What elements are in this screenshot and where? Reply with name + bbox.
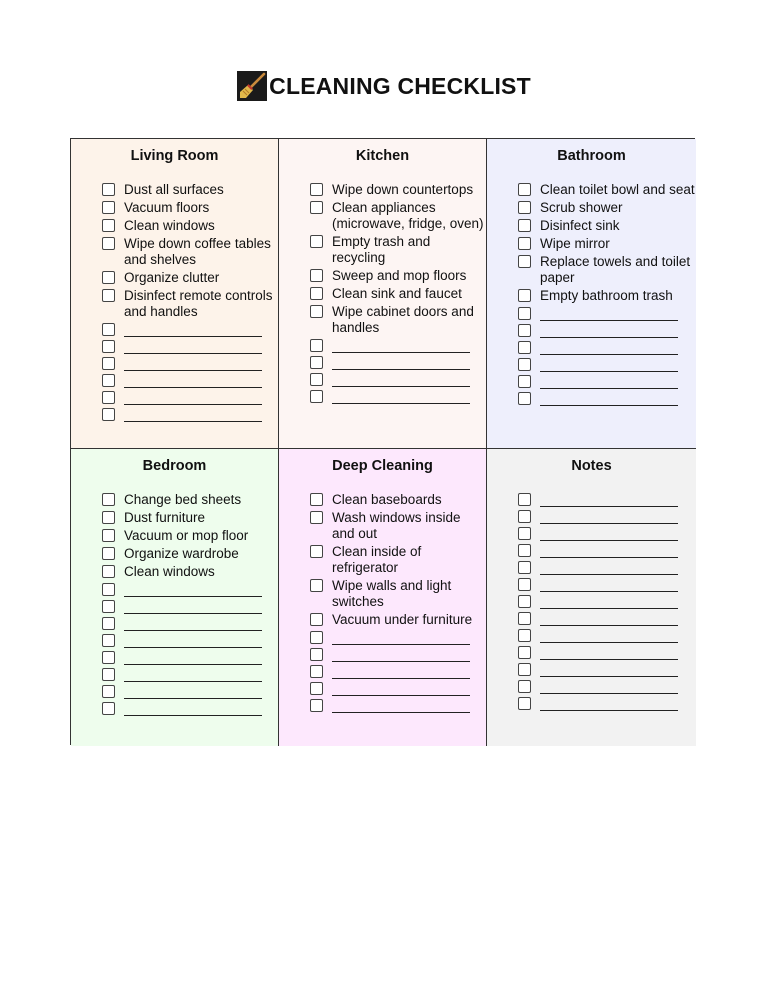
checklist-item-label: Empty bathroom trash (540, 288, 673, 303)
checklist-item (102, 182, 278, 198)
write-in-line[interactable] (124, 582, 262, 597)
checkbox[interactable] (102, 183, 115, 196)
section-bedroom (71, 449, 279, 746)
checklist-item-label: Wash windows inside and out (332, 510, 461, 541)
checkbox[interactable] (310, 356, 323, 369)
checklist-item (310, 268, 486, 284)
checklist (279, 182, 486, 404)
blank-checklist-item (102, 322, 278, 337)
blank-checklist-item (518, 492, 696, 507)
checklist-item (102, 288, 278, 320)
checkbox[interactable] (518, 324, 531, 337)
write-in-line[interactable] (540, 492, 678, 507)
checklist-item (102, 270, 278, 286)
write-in-line[interactable] (540, 391, 678, 406)
checklist-item (102, 528, 278, 544)
checklist-item (102, 546, 278, 562)
checklist-item (518, 254, 696, 286)
section-title: Bedroom (142, 458, 207, 474)
checkbox[interactable] (310, 339, 323, 352)
write-in-line[interactable] (540, 679, 678, 694)
blank-checklist-item (518, 679, 696, 694)
write-in-line[interactable] (124, 390, 262, 405)
checkbox[interactable] (518, 561, 531, 574)
blank-checklist-item (518, 391, 696, 406)
blank-checklist-item (518, 509, 696, 524)
blank-checklist-item (518, 526, 696, 541)
write-in-line[interactable] (124, 633, 262, 648)
checklist-item-label: Vacuum or mop floor (124, 528, 249, 543)
blank-checklist-item (518, 628, 696, 643)
write-in-line[interactable] (124, 684, 262, 699)
write-in-line[interactable] (540, 306, 678, 321)
blank-checklist-item (102, 616, 278, 631)
checklist-item-label: Disinfect sink (540, 218, 620, 233)
section-deep-cleaning (279, 449, 487, 746)
checkbox[interactable] (102, 617, 115, 630)
checkbox[interactable] (518, 527, 531, 540)
checkbox[interactable] (518, 578, 531, 591)
checkbox[interactable] (310, 613, 323, 626)
checklist-item-label: Clean inside of refrigerator (332, 544, 422, 575)
write-in-line[interactable] (540, 374, 678, 389)
write-in-line[interactable] (540, 543, 678, 558)
checklist-item-label: Wipe down coffee tables and shelves (124, 236, 271, 267)
write-in-line[interactable] (124, 599, 262, 614)
checklist-item (310, 304, 486, 336)
checkbox[interactable] (310, 269, 323, 282)
checklist-item-label: Change bed sheets (124, 492, 242, 507)
section-living-room (71, 139, 279, 449)
checkbox[interactable] (310, 511, 323, 524)
write-in-line[interactable] (540, 340, 678, 355)
write-in-line[interactable] (124, 407, 262, 422)
checkbox[interactable] (518, 646, 531, 659)
checkbox[interactable] (310, 201, 323, 214)
blank-checklist-item (310, 664, 486, 679)
section-title: Kitchen (355, 148, 410, 164)
section-title: Living Room (130, 148, 219, 164)
checkbox[interactable] (102, 600, 115, 613)
checklist-item-label: Clean baseboards (332, 492, 442, 507)
checkbox[interactable] (102, 237, 115, 250)
checkbox[interactable] (102, 340, 115, 353)
write-in-line[interactable] (124, 322, 262, 337)
checkbox[interactable] (310, 631, 323, 644)
checklist-item (310, 544, 486, 576)
write-in-line[interactable] (540, 323, 678, 338)
blank-checklist-item (518, 577, 696, 592)
write-in-line[interactable] (124, 701, 262, 716)
checkbox[interactable] (102, 219, 115, 232)
checkbox[interactable] (310, 682, 323, 695)
write-in-line[interactable] (540, 577, 678, 592)
write-in-line[interactable] (332, 664, 470, 679)
blank-checklist-item (102, 390, 278, 405)
checklist-item (518, 182, 696, 198)
checkbox[interactable] (310, 183, 323, 196)
checklist-item-label: Organize clutter (124, 270, 220, 285)
blank-checklist-item (518, 374, 696, 389)
checklist-item-label: Clean sink and faucet (332, 286, 462, 301)
checklist-item-label: Dust all surfaces (124, 182, 224, 197)
section-notes (487, 449, 696, 746)
checkbox[interactable] (102, 651, 115, 664)
checklist-item (102, 564, 278, 580)
checklist (71, 182, 278, 422)
checklist-item-label: Wipe walls and light switches (332, 578, 452, 609)
checklist-item (102, 492, 278, 508)
write-in-line[interactable] (124, 373, 262, 388)
checkbox[interactable] (310, 390, 323, 403)
checkbox[interactable] (102, 493, 115, 506)
blank-checklist-item (102, 339, 278, 354)
blank-checklist-item (518, 662, 696, 677)
checklist-grid (70, 138, 695, 745)
write-in-line[interactable] (540, 526, 678, 541)
checkbox[interactable] (310, 545, 323, 558)
checklist-item (310, 182, 486, 198)
checklist-item-label: Clean windows (124, 564, 215, 579)
blank-checklist-item (102, 582, 278, 597)
checklist-item-label: Organize wardrobe (124, 546, 239, 561)
checklist-item (518, 236, 696, 252)
checkbox[interactable] (310, 648, 323, 661)
write-in-line[interactable] (332, 338, 470, 353)
checklist-item-label: Sweep and mop floors (332, 268, 467, 283)
write-in-line[interactable] (540, 662, 678, 677)
checklist-item-label: Disinfect remote controls and handles (124, 288, 273, 319)
write-in-line[interactable] (332, 355, 470, 370)
checkbox[interactable] (518, 201, 531, 214)
write-in-line[interactable] (124, 339, 262, 354)
checkbox[interactable] (518, 544, 531, 557)
checklist (487, 492, 696, 711)
checklist-item (310, 578, 486, 610)
checkbox[interactable] (102, 583, 115, 596)
write-in-line[interactable] (332, 681, 470, 696)
checklist (71, 492, 278, 716)
checklist-item-label: Clean toilet bowl and seat (540, 182, 695, 197)
checklist-item (310, 510, 486, 542)
write-in-line[interactable] (124, 667, 262, 682)
checkbox[interactable] (102, 374, 115, 387)
checkbox[interactable] (518, 697, 531, 710)
blank-checklist-item (518, 357, 696, 372)
page-header (0, 70, 768, 102)
blank-checklist-item (518, 323, 696, 338)
checkbox[interactable] (310, 699, 323, 712)
checklist-item-label: Clean appliances (microwave, fridge, oven) (332, 200, 484, 231)
checklist-item (518, 218, 696, 234)
checklist-item-label: Dust furniture (124, 510, 206, 525)
checklist-item (102, 200, 278, 216)
checkbox[interactable] (518, 237, 531, 250)
write-in-line[interactable] (332, 630, 470, 645)
write-in-line[interactable] (332, 698, 470, 713)
checkbox[interactable] (310, 287, 323, 300)
blank-checklist-item (102, 684, 278, 699)
checkbox[interactable] (102, 289, 115, 302)
blank-checklist-item (310, 647, 486, 662)
blank-checklist-item (518, 560, 696, 575)
checkbox[interactable] (518, 255, 531, 268)
write-in-line[interactable] (124, 650, 262, 665)
checkbox[interactable] (102, 529, 115, 542)
blank-checklist-item (518, 611, 696, 626)
checkbox[interactable] (102, 408, 115, 421)
checklist-item (102, 218, 278, 234)
checklist-item (310, 200, 486, 232)
checkbox[interactable] (102, 634, 115, 647)
blank-checklist-item (518, 696, 696, 711)
blank-checklist-item (518, 306, 696, 321)
checklist (279, 492, 486, 713)
write-in-line[interactable] (124, 616, 262, 631)
section-title: Bathroom (557, 148, 626, 164)
checkbox[interactable] (518, 663, 531, 676)
checklist-item (102, 510, 278, 526)
checklist-item-label: Wipe mirror (540, 236, 610, 251)
write-in-line[interactable] (540, 628, 678, 643)
checkbox[interactable] (310, 665, 323, 678)
write-in-line[interactable] (332, 647, 470, 662)
blank-checklist-item (518, 594, 696, 609)
checklist-item-label: Clean windows (124, 218, 215, 233)
blank-checklist-item (310, 630, 486, 645)
checkbox[interactable] (102, 201, 115, 214)
blank-checklist-item (518, 645, 696, 660)
blank-checklist-item (310, 338, 486, 353)
blank-checklist-item (102, 650, 278, 665)
checkbox[interactable] (102, 511, 115, 524)
write-in-line[interactable] (540, 611, 678, 626)
checkbox[interactable] (518, 183, 531, 196)
write-in-line[interactable] (540, 560, 678, 575)
checkbox[interactable] (518, 307, 531, 320)
blank-checklist-item (310, 355, 486, 370)
checkbox[interactable] (310, 493, 323, 506)
checkbox[interactable] (102, 685, 115, 698)
checklist-item (310, 286, 486, 302)
checkbox[interactable] (102, 391, 115, 404)
checkbox[interactable] (518, 612, 531, 625)
checklist-item-label: Wipe down countertops (332, 182, 474, 197)
checkbox[interactable] (518, 358, 531, 371)
checkbox[interactable] (310, 305, 323, 318)
blank-checklist-item (310, 698, 486, 713)
checkbox[interactable] (102, 323, 115, 336)
section-bathroom (487, 139, 696, 449)
checkbox[interactable] (102, 668, 115, 681)
blank-checklist-item (518, 543, 696, 558)
write-in-line[interactable] (540, 509, 678, 524)
write-in-line[interactable] (124, 356, 262, 371)
checkbox[interactable] (310, 373, 323, 386)
checkbox[interactable] (102, 702, 115, 715)
checkbox[interactable] (518, 289, 531, 302)
section-title: Deep Cleaning (332, 458, 433, 474)
checklist-item (518, 288, 696, 304)
checklist-item-label: Empty trash and recycling (332, 234, 431, 265)
checkbox[interactable] (518, 595, 531, 608)
checkbox[interactable] (518, 219, 531, 232)
checklist-item-label: Wipe cabinet doors and handles (332, 304, 474, 335)
checklist-item-label: Vacuum under furniture (332, 612, 473, 627)
blank-checklist-item (102, 356, 278, 371)
blank-checklist-item (310, 681, 486, 696)
checkbox[interactable] (102, 547, 115, 560)
blank-checklist-item (102, 701, 278, 716)
section-title: Notes (571, 458, 612, 474)
write-in-line[interactable] (540, 357, 678, 372)
write-in-line[interactable] (332, 389, 470, 404)
checklist (487, 182, 696, 406)
section-kitchen (279, 139, 487, 449)
checkbox[interactable] (518, 341, 531, 354)
checkbox[interactable] (102, 565, 115, 578)
blank-checklist-item (102, 407, 278, 422)
checkbox[interactable] (518, 375, 531, 388)
checkbox[interactable] (310, 579, 323, 592)
blank-checklist-item (102, 373, 278, 388)
checklist-item (518, 200, 696, 216)
blank-checklist-item (102, 599, 278, 614)
write-in-line[interactable] (332, 372, 470, 387)
blank-checklist-item (518, 340, 696, 355)
checkbox[interactable] (518, 493, 531, 506)
checklist-item (310, 492, 486, 508)
checklist-item-label: Replace towels and toilet paper (540, 254, 691, 285)
checklist-item (102, 236, 278, 268)
write-in-line[interactable] (540, 594, 678, 609)
blank-checklist-item (102, 633, 278, 648)
checkbox[interactable] (310, 235, 323, 248)
blank-checklist-item (310, 372, 486, 387)
checklist-item-label: Scrub shower (540, 200, 623, 215)
blank-checklist-item (102, 667, 278, 682)
broom-icon (237, 71, 267, 101)
write-in-line[interactable] (540, 696, 678, 711)
checkbox[interactable] (518, 629, 531, 642)
checkbox[interactable] (518, 680, 531, 693)
blank-checklist-item (310, 389, 486, 404)
write-in-line[interactable] (540, 645, 678, 660)
checkbox[interactable] (102, 271, 115, 284)
page-title: CLEANING CHECKLIST (269, 72, 531, 99)
checklist-item (310, 234, 486, 266)
checkbox[interactable] (518, 510, 531, 523)
checklist-item-label: Vacuum floors (124, 200, 210, 215)
checkbox[interactable] (102, 357, 115, 370)
checkbox[interactable] (518, 392, 531, 405)
checklist-item (310, 612, 486, 628)
